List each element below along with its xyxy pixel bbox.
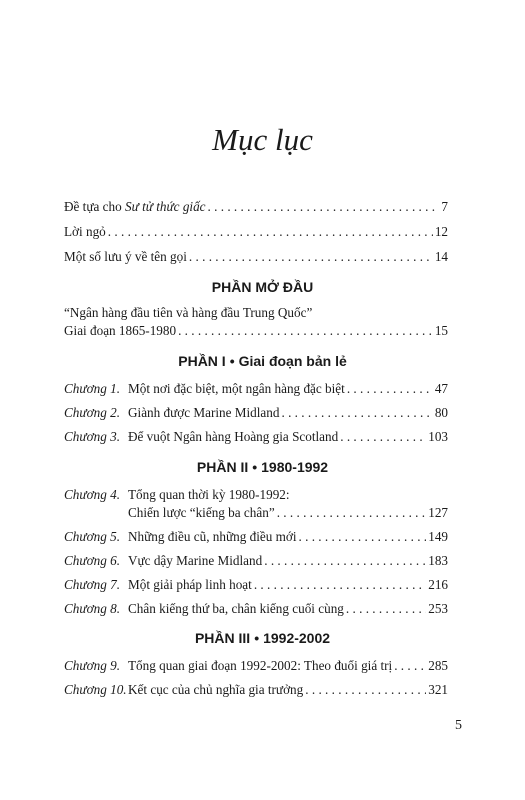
part-number: PHẦN III xyxy=(194,630,251,646)
dot-leader xyxy=(299,529,427,545)
dot-leader xyxy=(277,505,427,521)
dot-leader xyxy=(347,381,433,397)
toc-page: 103 xyxy=(428,429,448,444)
toc-chapter-4[interactable] xyxy=(64,505,448,525)
chapter-subtitle: Chiến lược “kiếng ba chân” xyxy=(128,505,275,520)
chapter-number: Chương 6. xyxy=(64,553,120,568)
toc-page: 253 xyxy=(428,601,448,616)
dot-leader xyxy=(208,199,440,215)
toc-page: 14 xyxy=(434,249,448,264)
toc-chapter-4-heading[interactable] xyxy=(64,487,290,503)
dot-leader xyxy=(189,249,433,265)
part-number: PHẦN I xyxy=(178,353,226,369)
toc-chapter-2[interactable] xyxy=(64,405,448,425)
toc-page: 127 xyxy=(428,505,448,520)
section-heading-part-1 xyxy=(0,353,525,369)
dot-leader xyxy=(108,224,433,240)
chapter-title: Những điều cũ, những điều mới xyxy=(128,529,297,544)
toc-chapter-5[interactable] xyxy=(64,529,448,549)
dot-leader xyxy=(305,682,426,698)
chapter-number: Chương 5. xyxy=(64,529,120,544)
toc-entry-foreword[interactable] xyxy=(64,199,448,219)
toc-page: 216 xyxy=(428,577,448,592)
bullet-icon: • xyxy=(254,630,260,646)
toc-label: Một số lưu ý về tên gọi xyxy=(64,249,187,264)
toc-chapter-8[interactable] xyxy=(64,601,448,621)
part-title: 1992-2002 xyxy=(263,630,331,646)
bullet-icon: • xyxy=(229,353,235,369)
toc-chapter-1[interactable] xyxy=(64,381,448,401)
toc-entry-intro[interactable] xyxy=(64,323,448,343)
toc-chapter-10[interactable] xyxy=(64,682,448,702)
chapter-title: Vực dậy Marine Midland xyxy=(128,553,263,568)
dot-leader xyxy=(254,577,426,593)
toc-chapter-6[interactable] xyxy=(64,553,448,573)
chapter-title: Một nơi đặc biệt, một ngân hàng đặc biệt xyxy=(128,381,345,396)
toc-entry-intro-line1[interactable]: “Ngân hàng đầu tiên và hàng đầu Trung Quốc” xyxy=(64,305,313,320)
toc-page: 321 xyxy=(428,682,448,697)
section-heading-part-3 xyxy=(0,630,525,646)
section-heading-intro: PHẦN MỞ ĐẦU xyxy=(211,279,314,295)
chapter-number: Chương 1. xyxy=(64,381,120,396)
chapter-number: Chương 3. xyxy=(64,429,120,444)
chapter-number: Chương 7. xyxy=(64,577,120,592)
chapter-number: Chương 9. xyxy=(64,658,120,673)
chapter-title: Tổng quan thời kỳ 1980-1992: xyxy=(128,487,290,502)
chapter-number: Chương 8. xyxy=(64,601,120,616)
toc-page: 80 xyxy=(434,405,448,420)
part-number: PHẦN II xyxy=(196,459,249,475)
toc-page: 149 xyxy=(428,529,448,544)
chapter-title: Một giải pháp linh hoạt xyxy=(128,577,252,592)
toc-label: Giai đoạn 1865-1980 xyxy=(64,323,177,338)
dot-leader xyxy=(346,601,426,617)
section-heading-part-2 xyxy=(0,459,525,475)
toc-page: 47 xyxy=(434,381,448,396)
toc-page: 12 xyxy=(434,224,448,239)
chapter-title: Chân kiếng thứ ba, chân kiếng cuối cùng xyxy=(128,601,344,616)
dot-leader xyxy=(340,429,426,445)
chapter-number: Chương 2. xyxy=(64,405,120,420)
bullet-icon: • xyxy=(252,459,258,475)
toc-chapter-9[interactable] xyxy=(64,658,448,678)
chapter-title: Để vuột Ngân hàng Hoàng gia Scotland xyxy=(128,429,339,444)
dot-leader xyxy=(178,323,433,339)
toc-label-italic: Sư tử thức giấc xyxy=(124,199,206,214)
dot-leader xyxy=(394,658,426,674)
page-title: Mục lục xyxy=(212,122,313,157)
chapter-number: Chương 10. xyxy=(64,682,127,697)
part-title: Giai đoạn bản lẻ xyxy=(238,353,347,369)
toc-entry-naming-notes[interactable] xyxy=(64,249,448,269)
page-number: 5 xyxy=(455,718,462,733)
part-title: 1980-1992 xyxy=(261,459,329,475)
toc-chapter-7[interactable] xyxy=(64,577,448,597)
dot-leader xyxy=(264,553,426,569)
toc-page: 183 xyxy=(428,553,448,568)
toc-label: Lời ngỏ xyxy=(64,224,106,239)
chapter-title: Tổng quan giai đoạn 1992-2002: Theo đuổi giá trị xyxy=(128,658,393,673)
chapter-title: Kết cục của chủ nghĩa gia trưởng xyxy=(128,682,304,697)
dot-leader xyxy=(281,405,432,421)
chapter-number: Chương 4. xyxy=(64,487,120,502)
toc-page: 15 xyxy=(434,323,448,338)
chapter-title: Giành được Marine Midland xyxy=(128,405,280,420)
toc-chapter-3[interactable] xyxy=(64,429,448,449)
toc-label: Đề tựa cho xyxy=(64,199,125,214)
toc-page: 7 xyxy=(441,199,448,214)
toc-entry-preface[interactable] xyxy=(64,224,448,244)
toc-page: 285 xyxy=(428,658,448,673)
